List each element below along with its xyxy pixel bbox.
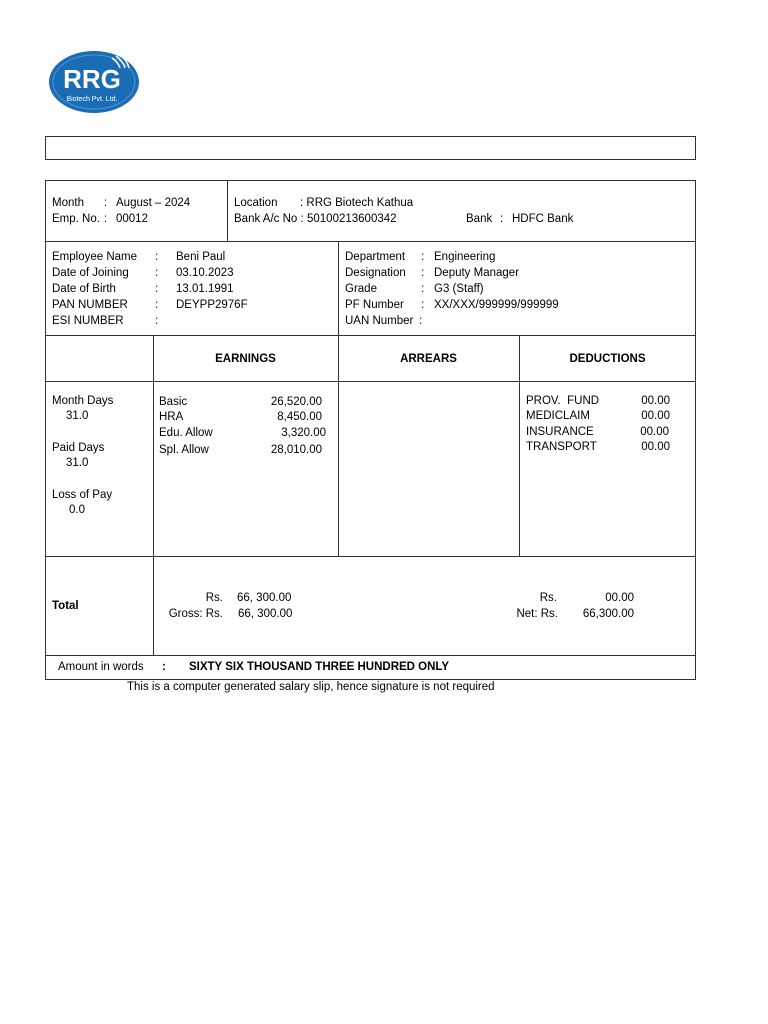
divider [45,556,696,557]
field-sep: : [421,299,425,311]
divider [45,335,696,336]
logo-text: RRG [63,64,121,94]
deduction-transport-amount: 00.00 [641,441,670,453]
divider [338,335,339,556]
month-value: August – 2024 [116,197,191,209]
loss-of-pay-value: 0.0 [69,504,85,516]
amount-in-words-sep: : [162,661,166,673]
net-label: Net: Rs. [516,608,558,620]
pan-number-value: DEYPP2976F [176,299,248,311]
bank-ac-label: Bank A/c No : [234,213,304,225]
department-value: Engineering [434,251,496,263]
ded-rs-value: 00.00 [605,592,634,604]
month-sep: : [104,197,108,209]
date-of-birth-value: 13.01.1991 [176,283,234,295]
location-label: Location [234,197,278,209]
bank-label: Bank [466,213,493,225]
deduction-transport-label: TRANSPORT [526,441,597,453]
arrears-header: ARREARS [400,353,457,365]
earning-basic-label: Basic [159,396,188,408]
deductions-header: DEDUCTIONS [569,353,646,365]
designation-value: Deputy Manager [434,267,520,279]
earning-basic-amount: 26,520.00 [270,396,322,408]
month-label: Month [52,197,84,209]
ded-rs-label: Rs. [539,592,557,604]
emp-no-sep: : [104,213,108,225]
bank-sep: : [500,213,504,225]
date-of-joining-value: 03.10.2023 [176,267,234,279]
deduction-prov-fund-label: PROV. FUND [526,395,600,407]
gross-value: 66, 300.00 [238,608,293,620]
divider [338,241,339,335]
footer-note: This is a computer generated salary slip, hence signature is not required [127,681,495,693]
divider [227,180,228,241]
field-sep: : [155,283,159,295]
deduction-mediclaim-label: MEDICLAIM [526,410,590,422]
field-sep: : [421,283,425,295]
field-sep: : [155,299,159,311]
field-sep: : [421,251,425,263]
pf-number-label: PF Number [345,299,404,311]
title-box [45,136,696,160]
divider [153,335,154,655]
company-logo [48,50,140,114]
amount-in-words-label: Amount in words [58,661,144,673]
month-days-value: 31.0 [66,410,89,422]
earning-spl-allow-label: Spl. Allow [159,444,209,456]
deduction-insurance-label: INSURANCE [526,426,594,438]
department-label: Department [345,251,406,263]
logo-subtext: Biotech Pvt. Ltd. [66,96,118,103]
date-of-birth-label: Date of Birth [52,283,116,295]
paid-days-value: 31.0 [66,457,89,469]
earn-rs-label: Rs. [205,592,223,604]
earning-hra-amount: 8,450.00 [277,411,322,423]
gross-label: Gross: Rs. [168,608,223,620]
loss-of-pay-label: Loss of Pay [52,489,113,501]
earning-edu-allow-amount: 3,320.00 [281,427,326,439]
earning-hra-label: HRA [159,411,184,423]
field-sep: : [421,267,425,279]
grade-value: G3 (Staff) [434,283,484,295]
location-value: : RRG Biotech Kathua [300,197,414,209]
deduction-mediclaim-amount: 00.00 [641,410,670,422]
net-value: 66,300.00 [582,608,634,620]
pf-number-value: XX/XXX/999999/999999 [434,299,559,311]
deduction-prov-fund-amount: 00.00 [641,395,670,407]
earnings-header: EARNINGS [215,353,276,365]
emp-no-label: Emp. No. [52,213,100,225]
bank-value: HDFC Bank [512,213,574,225]
divider [45,241,696,242]
employee-name-label: Employee Name [52,251,138,263]
date-of-joining-label: Date of Joining [52,267,129,279]
field-sep: : [155,315,159,327]
divider [45,381,696,382]
earning-spl-allow-amount: 28,010.00 [270,444,322,456]
pan-number-label: PAN NUMBER [52,299,128,311]
earn-rs-value: 66, 300.00 [237,592,292,604]
field-sep: : [419,315,423,327]
employee-name-value: Beni Paul [176,251,226,263]
emp-no-value: 00012 [116,213,148,225]
divider [45,655,696,656]
paid-days-label: Paid Days [52,442,105,454]
amount-in-words-value: SIXTY SIX THOUSAND THREE HUNDRED ONLY [189,661,450,673]
designation-label: Designation [345,267,406,279]
uan-number-label: UAN Number [345,315,414,327]
bank-ac-value: 50100213600342 [307,213,397,225]
divider [519,335,520,556]
field-sep: : [155,267,159,279]
earning-edu-allow-label: Edu. Allow [159,427,213,439]
esi-number-label: ESI NUMBER [52,315,124,327]
field-sep: : [155,251,159,263]
total-label: Total [52,600,79,612]
grade-label: Grade [345,283,377,295]
deduction-insurance-amount: 00.00 [640,426,669,438]
month-days-label: Month Days [52,395,114,407]
